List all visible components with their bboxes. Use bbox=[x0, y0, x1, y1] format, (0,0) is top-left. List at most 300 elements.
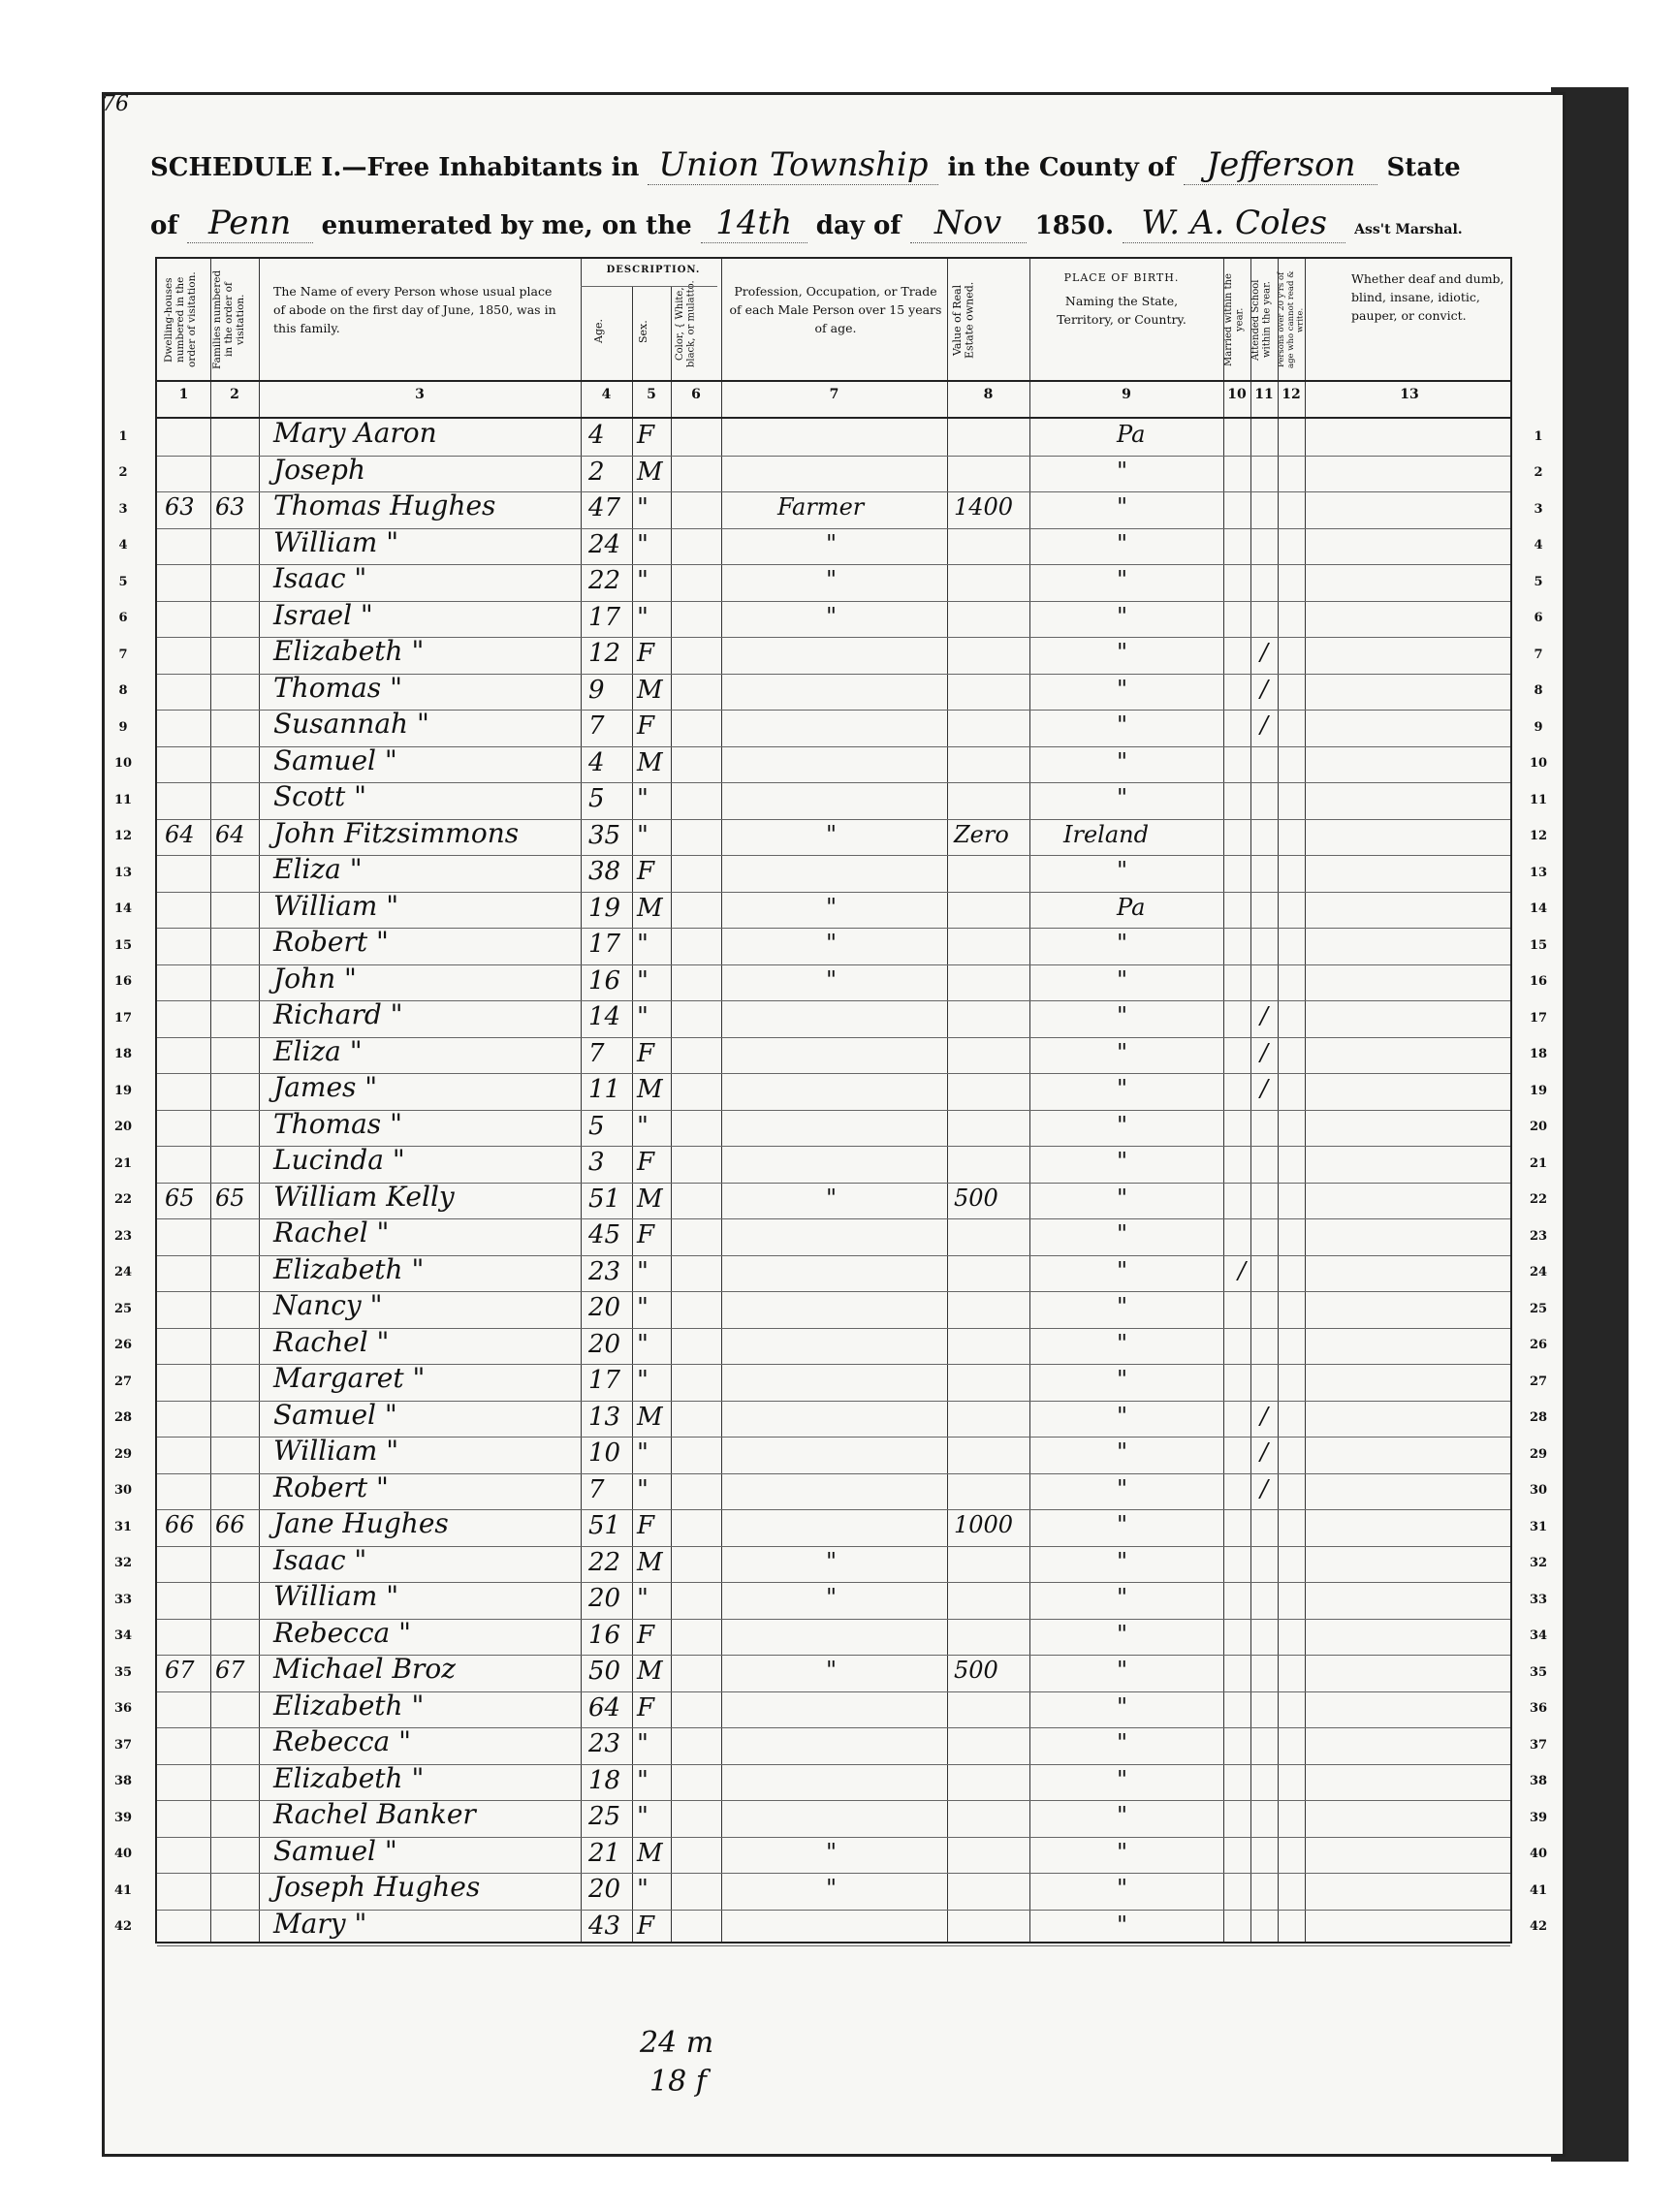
place-of-birth: " bbox=[1117, 711, 1128, 739]
marshal-label: Ass't Marshal. bbox=[1354, 222, 1463, 237]
place-of-birth: " bbox=[1117, 1111, 1128, 1139]
person-age: 12 bbox=[588, 639, 621, 668]
row-number-left: 33 bbox=[113, 1592, 133, 1607]
school-tick: / bbox=[1260, 1474, 1269, 1502]
row-number-right: 8 bbox=[1534, 683, 1543, 699]
person-age: 20 bbox=[588, 1293, 621, 1322]
person-sex: " bbox=[637, 1111, 649, 1141]
row-number-left: 21 bbox=[113, 1155, 133, 1171]
person-sex: " bbox=[637, 1802, 649, 1831]
person-age: 17 bbox=[588, 930, 621, 959]
family-number: 63 bbox=[215, 493, 245, 521]
school-tick: / bbox=[1260, 675, 1269, 703]
row-number-left: 7 bbox=[118, 647, 128, 662]
row-number-left: 3 bbox=[118, 501, 128, 517]
dwelling-number: 66 bbox=[165, 1511, 195, 1538]
row-number-right: 10 bbox=[1529, 756, 1548, 772]
person-sex: M bbox=[637, 747, 663, 777]
footer-tally-females: 18 f bbox=[649, 2065, 707, 2099]
person-sex: " bbox=[637, 529, 649, 559]
column-divider bbox=[1278, 259, 1279, 1942]
col1-header: Dwelling-houses numbered in the order of visitation. bbox=[163, 271, 199, 368]
row-number-right: 21 bbox=[1529, 1155, 1548, 1171]
row-number-right: 14 bbox=[1529, 901, 1548, 917]
enumerated-label: enumerated by me, on the bbox=[321, 211, 692, 240]
row-number-left: 34 bbox=[113, 1628, 133, 1644]
person-sex: " bbox=[637, 965, 649, 995]
row-number-left: 23 bbox=[113, 1228, 133, 1244]
column-number: 12 bbox=[1281, 387, 1301, 402]
place-of-birth: " bbox=[1117, 566, 1128, 593]
row-number-right: 23 bbox=[1529, 1228, 1548, 1244]
place-of-birth: " bbox=[1117, 1329, 1128, 1357]
person-name: Mary " bbox=[273, 1907, 367, 1940]
column-number: 2 bbox=[230, 387, 239, 402]
place-of-birth: " bbox=[1117, 1256, 1128, 1284]
person-name: William Kelly bbox=[273, 1180, 455, 1213]
place-of-birth: " bbox=[1117, 1220, 1128, 1248]
person-age: 51 bbox=[588, 1511, 621, 1540]
col5-header: Sex. bbox=[637, 320, 649, 343]
person-age: 16 bbox=[588, 1620, 621, 1650]
row-number-left: 11 bbox=[113, 792, 133, 807]
column-number: 4 bbox=[601, 387, 612, 402]
person-sex: " bbox=[637, 784, 649, 813]
person-age: 10 bbox=[588, 1438, 621, 1468]
of-label: of bbox=[150, 211, 178, 240]
person-name: Jane Hughes bbox=[273, 1507, 449, 1539]
person-name: Rachel Banker bbox=[273, 1798, 476, 1830]
row-number-left: 20 bbox=[113, 1120, 133, 1135]
month-field: Nov bbox=[910, 204, 1027, 243]
place-of-birth: " bbox=[1117, 1438, 1128, 1466]
person-name: Rachel " bbox=[273, 1325, 390, 1358]
person-sex: F bbox=[637, 1620, 655, 1650]
person-age: 16 bbox=[588, 965, 621, 995]
person-name: Isaac " bbox=[273, 562, 367, 594]
col2-header: Families numbered in the order of visitation. bbox=[211, 269, 247, 370]
person-name: Thomas Hughes bbox=[273, 490, 496, 521]
person-sex: " bbox=[637, 493, 649, 522]
person-occupation: " bbox=[826, 820, 838, 848]
person-sex: " bbox=[637, 1256, 649, 1286]
person-sex: " bbox=[637, 1875, 649, 1904]
person-name: William " bbox=[273, 1435, 399, 1467]
column-number: 9 bbox=[1122, 387, 1131, 402]
person-sex: M bbox=[637, 1657, 663, 1686]
row-number-right: 17 bbox=[1529, 1010, 1548, 1026]
person-name: Margaret " bbox=[273, 1362, 426, 1394]
person-age: 17 bbox=[588, 1366, 621, 1395]
person-age: 2 bbox=[588, 457, 605, 487]
column-divider bbox=[210, 259, 211, 1942]
row-number-left: 27 bbox=[113, 1374, 133, 1389]
person-sex: " bbox=[637, 1765, 649, 1795]
person-occupation: " bbox=[826, 529, 838, 557]
column-divider bbox=[632, 286, 633, 1942]
person-sex: " bbox=[637, 930, 649, 959]
place-of-birth: " bbox=[1117, 1620, 1128, 1648]
column-divider bbox=[721, 259, 722, 1942]
row-number-right: 6 bbox=[1534, 611, 1543, 626]
person-occupation: " bbox=[826, 965, 838, 994]
dwelling-number: 65 bbox=[165, 1184, 195, 1212]
person-name: Rebecca " bbox=[273, 1725, 411, 1757]
row-number-right: 1 bbox=[1534, 428, 1543, 444]
row-number-left: 24 bbox=[113, 1265, 133, 1280]
person-age: 18 bbox=[588, 1765, 621, 1795]
person-sex: " bbox=[637, 1293, 649, 1322]
person-age: 7 bbox=[588, 711, 605, 741]
person-sex: M bbox=[637, 1075, 663, 1104]
census-table bbox=[113, 257, 1548, 1943]
person-age: 21 bbox=[588, 1838, 621, 1868]
row-number-right: 13 bbox=[1529, 865, 1548, 880]
dwelling-number: 67 bbox=[165, 1657, 195, 1684]
person-name: Eliza " bbox=[273, 853, 363, 885]
row-number-right: 9 bbox=[1534, 719, 1543, 735]
school-tick: / bbox=[1238, 1256, 1247, 1284]
school-tick: / bbox=[1260, 1438, 1269, 1466]
place-of-birth: " bbox=[1117, 602, 1128, 630]
place-of-birth: " bbox=[1117, 529, 1128, 557]
row-number-right: 16 bbox=[1529, 974, 1548, 990]
person-name: Thomas " bbox=[273, 1107, 402, 1140]
person-age: 13 bbox=[588, 1402, 621, 1432]
person-age: 20 bbox=[588, 1329, 621, 1359]
real-estate-value: Zero bbox=[954, 820, 1009, 848]
place-of-birth: " bbox=[1117, 639, 1128, 666]
row-number-left: 30 bbox=[113, 1483, 133, 1499]
person-age: 20 bbox=[588, 1584, 621, 1613]
place-of-birth: " bbox=[1117, 857, 1128, 884]
column-number: 6 bbox=[691, 387, 701, 402]
row-number-right: 34 bbox=[1529, 1628, 1548, 1644]
person-sex: " bbox=[637, 1729, 649, 1758]
row-number-right: 15 bbox=[1529, 937, 1548, 953]
person-name: Mary Aaron bbox=[273, 417, 437, 449]
place-of-birth: " bbox=[1117, 675, 1128, 703]
person-name: Israel " bbox=[273, 598, 373, 631]
row-number-left: 2 bbox=[118, 465, 128, 481]
person-age: 23 bbox=[588, 1729, 621, 1758]
person-name: Robert " bbox=[273, 1470, 389, 1503]
person-sex: M bbox=[637, 893, 663, 923]
person-occupation: " bbox=[826, 1584, 838, 1611]
row-number-right: 22 bbox=[1529, 1192, 1548, 1208]
person-name: Samuel " bbox=[273, 743, 397, 776]
person-name: Joseph Hughes bbox=[273, 1871, 481, 1903]
person-sex: M bbox=[637, 675, 663, 705]
row-divider bbox=[157, 964, 1510, 965]
school-tick: / bbox=[1260, 1402, 1269, 1430]
family-number: 64 bbox=[215, 820, 245, 848]
person-age: 7 bbox=[588, 1474, 605, 1504]
row-number-right: 31 bbox=[1529, 1519, 1548, 1534]
family-number: 65 bbox=[215, 1184, 245, 1212]
person-sex: " bbox=[637, 602, 649, 632]
person-name: Isaac " bbox=[273, 1543, 367, 1576]
row-number-right: 25 bbox=[1529, 1301, 1548, 1316]
page-corner-mark: 76 bbox=[102, 92, 129, 116]
person-name: Scott " bbox=[273, 780, 367, 812]
family-number: 66 bbox=[215, 1511, 245, 1538]
row-number-left: 40 bbox=[113, 1847, 133, 1862]
place-of-birth: " bbox=[1117, 1802, 1128, 1829]
township-field: Union Township bbox=[648, 145, 938, 185]
person-occupation: " bbox=[826, 566, 838, 593]
person-sex: F bbox=[637, 1038, 655, 1068]
real-estate-value: 500 bbox=[954, 1657, 998, 1684]
place-of-birth: " bbox=[1117, 1366, 1128, 1393]
col8-header: Value of Real Estate owned. bbox=[951, 281, 976, 359]
person-name: Elizabeth " bbox=[273, 1761, 425, 1794]
col9-title: PLACE OF BIRTH. bbox=[1063, 271, 1180, 284]
row-number-right: 30 bbox=[1529, 1483, 1548, 1499]
description-divider bbox=[581, 286, 717, 287]
person-occupation: " bbox=[826, 930, 838, 957]
column-number: 7 bbox=[829, 387, 839, 402]
person-sex: " bbox=[637, 1474, 649, 1504]
person-sex: F bbox=[637, 421, 655, 450]
column-divider bbox=[259, 259, 260, 1942]
place-of-birth: " bbox=[1117, 457, 1128, 485]
county-field: Jefferson bbox=[1184, 145, 1377, 185]
column-number: 5 bbox=[647, 387, 656, 402]
person-name: John " bbox=[273, 962, 357, 995]
row-number-left: 5 bbox=[118, 574, 128, 589]
person-occupation: " bbox=[826, 1838, 838, 1866]
person-name: James " bbox=[273, 1071, 378, 1103]
row-number-left: 42 bbox=[113, 1919, 133, 1935]
person-sex: " bbox=[637, 1438, 649, 1468]
row-number-right: 27 bbox=[1529, 1374, 1548, 1389]
person-age: 43 bbox=[588, 1911, 621, 1941]
person-name: Michael Broz bbox=[273, 1653, 457, 1685]
person-name: Samuel " bbox=[273, 1834, 397, 1867]
row-number-right: 37 bbox=[1529, 1737, 1548, 1753]
person-name: Susannah " bbox=[273, 708, 429, 740]
person-name: Elizabeth " bbox=[273, 1689, 425, 1722]
person-age: 11 bbox=[588, 1075, 621, 1104]
row-number-left: 6 bbox=[118, 611, 128, 626]
row-number-right: 11 bbox=[1529, 792, 1548, 807]
place-of-birth: " bbox=[1117, 1729, 1128, 1756]
row-number-right: 40 bbox=[1529, 1847, 1548, 1862]
person-name: William " bbox=[273, 1580, 399, 1612]
row-number-right: 41 bbox=[1529, 1882, 1548, 1898]
person-name: William " bbox=[273, 525, 399, 558]
person-name: Samuel " bbox=[273, 1398, 397, 1431]
schedule-header-line1 bbox=[150, 145, 1461, 185]
place-of-birth: " bbox=[1117, 1402, 1128, 1430]
person-name: John Fitzsimmons bbox=[273, 816, 520, 849]
row-number-right: 20 bbox=[1529, 1120, 1548, 1135]
state-field: Penn bbox=[187, 204, 313, 243]
person-sex: F bbox=[637, 1148, 655, 1177]
place-of-birth: " bbox=[1117, 1547, 1128, 1575]
school-tick: / bbox=[1260, 1075, 1269, 1102]
place-of-birth: Ireland bbox=[1063, 820, 1149, 848]
row-number-right: 2 bbox=[1534, 465, 1543, 481]
person-name: Robert " bbox=[273, 926, 389, 958]
dwelling-number: 64 bbox=[165, 820, 195, 848]
real-estate-value: 500 bbox=[954, 1184, 998, 1212]
row-number-left: 31 bbox=[113, 1519, 133, 1534]
person-age: 22 bbox=[588, 566, 621, 595]
marshal-field: W. A. Coles bbox=[1123, 204, 1345, 243]
row-number-left: 15 bbox=[113, 937, 133, 953]
person-age: 64 bbox=[588, 1692, 621, 1722]
person-age: 7 bbox=[588, 1038, 605, 1068]
place-of-birth: " bbox=[1117, 965, 1128, 994]
column-number: 11 bbox=[1254, 387, 1274, 402]
row-number-right: 36 bbox=[1529, 1701, 1548, 1717]
row-number-left: 29 bbox=[113, 1446, 133, 1462]
row-number-left: 13 bbox=[113, 865, 133, 880]
place-of-birth: " bbox=[1117, 1075, 1128, 1102]
person-name: William " bbox=[273, 889, 399, 922]
col10-header: Married within the year. bbox=[1223, 273, 1246, 366]
schedule-label: SCHEDULE I.—Free Inhabitants in bbox=[150, 153, 640, 182]
person-name: Richard " bbox=[273, 998, 403, 1030]
column-divider bbox=[1250, 259, 1251, 1942]
person-age: 35 bbox=[588, 820, 621, 850]
person-sex: F bbox=[637, 711, 655, 741]
person-occupation: " bbox=[826, 1547, 838, 1575]
person-sex: " bbox=[637, 1584, 649, 1613]
person-age: 22 bbox=[588, 1547, 621, 1577]
row-number-right: 19 bbox=[1529, 1083, 1548, 1098]
row-number-left: 18 bbox=[113, 1047, 133, 1062]
col3-header: The Name of every Person whose usual place of abode on the first day of June, 1850, was in this family. bbox=[273, 284, 556, 335]
place-of-birth: " bbox=[1117, 1911, 1128, 1939]
person-age: 4 bbox=[588, 747, 605, 777]
place-of-birth: " bbox=[1117, 1875, 1128, 1902]
row-number-left: 9 bbox=[118, 719, 128, 735]
person-age: 50 bbox=[588, 1657, 621, 1686]
column-number: 10 bbox=[1227, 387, 1247, 402]
row-number-left: 19 bbox=[113, 1083, 133, 1098]
row-number-left: 32 bbox=[113, 1556, 133, 1571]
column-divider bbox=[947, 259, 948, 1942]
person-sex: F bbox=[637, 639, 655, 668]
row-number-left: 28 bbox=[113, 1410, 133, 1426]
row-number-left: 38 bbox=[113, 1774, 133, 1789]
column-divider bbox=[1223, 259, 1224, 1942]
school-tick: / bbox=[1260, 1002, 1269, 1029]
description-header: DESCRIPTION. bbox=[606, 265, 701, 275]
column-number: 3 bbox=[415, 387, 425, 402]
person-sex: M bbox=[637, 1402, 663, 1432]
place-of-birth: " bbox=[1117, 1184, 1128, 1212]
place-of-birth: " bbox=[1117, 1838, 1128, 1866]
person-occupation: " bbox=[826, 893, 838, 921]
person-name: Lucinda " bbox=[273, 1144, 405, 1176]
row-number-left: 17 bbox=[113, 1010, 133, 1026]
person-name: Eliza " bbox=[273, 1034, 363, 1067]
person-age: 5 bbox=[588, 784, 605, 813]
row-number-right: 18 bbox=[1529, 1047, 1548, 1062]
place-of-birth: " bbox=[1117, 1474, 1128, 1502]
person-age: 47 bbox=[588, 493, 621, 522]
person-age: 38 bbox=[588, 857, 621, 886]
col9-header: Naming the State, Territory, or Country. bbox=[1057, 294, 1187, 327]
person-sex: " bbox=[637, 820, 649, 850]
row-number-left: 4 bbox=[118, 538, 128, 553]
person-sex: F bbox=[637, 1220, 655, 1249]
row-divider bbox=[157, 1945, 1510, 1946]
year-label: 1850. bbox=[1034, 211, 1115, 240]
column-divider bbox=[581, 259, 582, 1942]
person-occupation: " bbox=[826, 602, 838, 630]
person-name: Nancy " bbox=[273, 1289, 383, 1321]
person-name: Rebecca " bbox=[273, 1616, 411, 1649]
row-number-left: 41 bbox=[113, 1882, 133, 1898]
row-number-left: 8 bbox=[118, 683, 128, 699]
person-sex: M bbox=[637, 457, 663, 487]
row-number-right: 24 bbox=[1529, 1265, 1548, 1280]
col12-header: Persons over 20 y'rs of age who cannot read & write. bbox=[1277, 270, 1306, 369]
person-sex: " bbox=[637, 1366, 649, 1395]
row-number-left: 39 bbox=[113, 1810, 133, 1825]
row-number-left: 22 bbox=[113, 1192, 133, 1208]
place-of-birth: " bbox=[1117, 784, 1128, 811]
row-number-right: 7 bbox=[1534, 647, 1543, 662]
dwelling-number: 63 bbox=[165, 493, 195, 521]
person-name: Thomas " bbox=[273, 671, 402, 704]
person-age: 24 bbox=[588, 529, 621, 559]
person-age: 9 bbox=[588, 675, 605, 705]
header-divider bbox=[157, 380, 1510, 382]
column-divider bbox=[1305, 259, 1306, 1942]
column-number: 8 bbox=[983, 387, 994, 402]
person-occupation: " bbox=[826, 1184, 838, 1212]
row-number-right: 28 bbox=[1529, 1410, 1548, 1426]
state-label: State bbox=[1386, 153, 1461, 182]
row-number-left: 14 bbox=[113, 901, 133, 917]
row-number-right: 5 bbox=[1534, 574, 1543, 589]
person-age: 14 bbox=[588, 1002, 621, 1031]
person-name: Elizabeth " bbox=[273, 1252, 425, 1285]
column-number: 13 bbox=[1400, 387, 1419, 402]
row-number-right: 39 bbox=[1529, 1810, 1548, 1825]
row-number-right: 29 bbox=[1529, 1446, 1548, 1462]
column-divider bbox=[1029, 259, 1030, 1942]
person-sex: M bbox=[637, 1547, 663, 1577]
place-of-birth: " bbox=[1117, 1692, 1128, 1721]
person-age: 25 bbox=[588, 1802, 621, 1831]
row-number-right: 12 bbox=[1529, 829, 1548, 844]
family-number: 67 bbox=[215, 1657, 245, 1684]
col6-header: Color, { White, black, or mulatto. bbox=[675, 280, 697, 368]
place-of-birth: " bbox=[1117, 1293, 1128, 1320]
row-number-left: 10 bbox=[113, 756, 133, 772]
row-number-right: 38 bbox=[1529, 1774, 1548, 1789]
place-of-birth: " bbox=[1117, 493, 1128, 521]
person-occupation: " bbox=[826, 1875, 838, 1902]
person-name: Rachel " bbox=[273, 1217, 390, 1248]
school-tick: / bbox=[1260, 711, 1269, 739]
row-number-right: 3 bbox=[1534, 501, 1543, 517]
person-sex: " bbox=[637, 1002, 649, 1031]
person-age: 17 bbox=[588, 602, 621, 632]
row-number-left: 16 bbox=[113, 974, 133, 990]
person-age: 19 bbox=[588, 893, 621, 923]
person-age: 4 bbox=[588, 421, 605, 450]
person-age: 3 bbox=[588, 1148, 605, 1177]
person-age: 23 bbox=[588, 1256, 621, 1286]
